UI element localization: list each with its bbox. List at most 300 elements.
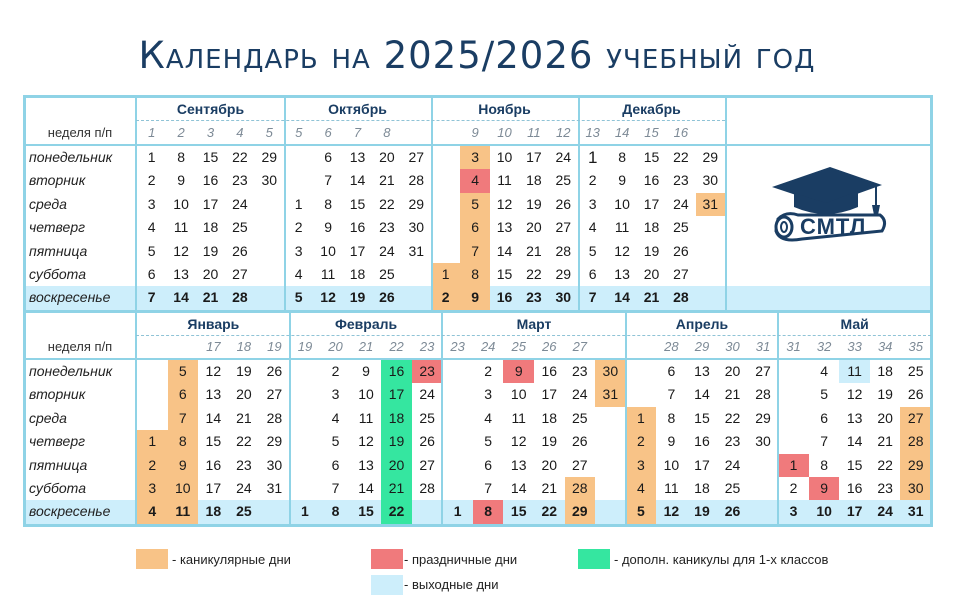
day-cell: 23 xyxy=(232,172,248,189)
day-cell: 25 xyxy=(379,266,395,282)
day-cell: 16 xyxy=(381,360,412,383)
day-cell: 9 xyxy=(324,219,332,236)
day-cell: 2 xyxy=(331,363,340,379)
day-cell: 8 xyxy=(460,263,489,286)
day-cell: 18 xyxy=(202,219,219,236)
day-cell: 14 xyxy=(614,289,630,306)
day-cell: 18 xyxy=(205,503,222,520)
day-cell: 30 xyxy=(900,477,931,500)
day-cell: 28 xyxy=(755,386,771,403)
day-cell: 15 xyxy=(846,456,863,473)
grid-line xyxy=(24,358,931,360)
day-cell: 30 xyxy=(755,433,771,450)
week-number: 21 xyxy=(358,339,374,354)
day-cell: 22 xyxy=(526,266,542,282)
legend-label: - дополн. каникулы для 1-х классов xyxy=(614,552,829,567)
day-cell: 26 xyxy=(232,242,248,259)
day-cell: 16 xyxy=(541,363,558,379)
day-cell: 13 xyxy=(614,266,630,282)
day-cell: 21 xyxy=(877,433,893,450)
grid-line xyxy=(24,310,931,313)
day-cell: 5 xyxy=(588,242,597,259)
day-cell: 19 xyxy=(526,195,542,212)
day-cell: 30 xyxy=(702,172,719,189)
day-cell: 17 xyxy=(349,242,366,259)
day-name: суббота xyxy=(29,266,86,282)
day-cell: 21 xyxy=(526,242,542,259)
day-cell: 11 xyxy=(664,480,679,496)
day-cell: 14 xyxy=(173,289,189,306)
day-cell: 2 xyxy=(431,286,460,309)
day-cell: 16 xyxy=(202,172,219,189)
day-cell: 17 xyxy=(846,503,863,520)
day-cell: 27 xyxy=(900,407,931,430)
day-cell: 19 xyxy=(202,242,219,259)
week-number: 13 xyxy=(585,125,600,140)
day-cell: 20 xyxy=(643,266,660,282)
day-cell: 4 xyxy=(820,363,828,379)
day-cell: 25 xyxy=(232,219,248,236)
day-cell: 7 xyxy=(820,433,828,450)
day-cell: 21 xyxy=(643,289,660,306)
day-cell: 6 xyxy=(667,363,676,379)
day-cell: 26 xyxy=(907,386,924,403)
day-cell: 24 xyxy=(232,195,248,212)
day-cell: 2 xyxy=(626,430,657,453)
day-cell: 17 xyxy=(694,456,710,473)
day-cell: 12 xyxy=(663,503,680,520)
day-cell: 14 xyxy=(349,172,366,189)
week-number: 10 xyxy=(497,125,512,140)
day-cell: 1 xyxy=(587,148,598,167)
week-number: 28 xyxy=(664,339,679,354)
day-cell: 23 xyxy=(724,433,741,450)
day-cell: 8 xyxy=(177,149,185,165)
day-cell: 24 xyxy=(236,480,252,496)
day-cell: 6 xyxy=(324,149,332,165)
day-cell: 11 xyxy=(497,172,512,189)
day-cell: 17 xyxy=(643,195,660,212)
week-number: 5 xyxy=(295,125,303,140)
day-cell: 17 xyxy=(381,383,412,406)
day-cell: 3 xyxy=(331,386,340,403)
month-name: Май xyxy=(840,316,869,332)
week-number: 27 xyxy=(572,339,588,354)
day-cell: 26 xyxy=(555,195,572,212)
day-cell: 17 xyxy=(526,149,542,165)
day-cell: 27 xyxy=(419,456,435,473)
month-name: Март xyxy=(516,316,552,332)
day-cell: 24 xyxy=(724,456,741,473)
day-cell: 10 xyxy=(358,386,374,403)
week-number: 14 xyxy=(614,125,630,140)
dashed-separator xyxy=(136,120,725,121)
week-number: 32 xyxy=(816,339,832,354)
day-cell: 20 xyxy=(379,149,395,165)
week-number: 29 xyxy=(694,339,710,354)
day-cell: 2 xyxy=(789,480,798,496)
day-cell: 3 xyxy=(147,195,156,212)
grid-line xyxy=(289,310,291,526)
day-cell: 9 xyxy=(809,477,840,500)
day-name: вторник xyxy=(29,172,86,189)
day-cell: 23 xyxy=(236,456,252,473)
day-cell: 11 xyxy=(358,409,374,426)
grid-line xyxy=(284,95,286,311)
day-cell: 31 xyxy=(696,193,725,216)
week-number: 16 xyxy=(673,125,689,140)
day-cell: 3 xyxy=(294,242,303,259)
day-cell: 4 xyxy=(294,266,303,282)
month-name: Январь xyxy=(187,316,240,332)
day-cell: 8 xyxy=(667,409,676,426)
week-number: 4 xyxy=(236,125,244,140)
day-cell: 26 xyxy=(724,503,741,520)
day-cell: 8 xyxy=(168,430,199,453)
day-cell: 25 xyxy=(673,219,689,236)
week-label: неделя п/п xyxy=(47,339,113,354)
day-cell: 9 xyxy=(667,433,676,450)
day-cell: 31 xyxy=(595,383,626,406)
day-cell: 10 xyxy=(510,386,527,403)
logo-text: СМТЛ xyxy=(800,214,867,239)
day-cell: 27 xyxy=(555,219,572,236)
day-cell: 28 xyxy=(232,289,248,306)
day-cell: 15 xyxy=(510,503,527,520)
day-cell: 11 xyxy=(614,219,630,236)
day-cell: 10 xyxy=(496,149,513,165)
week-number: 18 xyxy=(236,339,252,354)
day-name: понедельник xyxy=(29,149,113,165)
day-cell: 26 xyxy=(266,363,283,379)
day-cell: 21 xyxy=(202,289,219,306)
day-cell: 1 xyxy=(294,195,303,212)
day-cell: 14 xyxy=(846,433,863,450)
day-cell: 15 xyxy=(694,409,710,426)
day-cell: 22 xyxy=(541,503,558,520)
day-cell: 22 xyxy=(232,149,248,165)
day-cell: 29 xyxy=(702,149,719,165)
day-cell: 27 xyxy=(755,363,771,379)
day-cell: 3 xyxy=(137,477,168,500)
day-name: воскресенье xyxy=(29,503,111,520)
day-cell: 19 xyxy=(877,386,893,403)
week-number: 17 xyxy=(206,339,221,354)
day-cell: 25 xyxy=(236,503,252,520)
day-cell: 10 xyxy=(173,195,189,212)
day-cell: 12 xyxy=(496,195,513,212)
day-cell: 17 xyxy=(202,195,219,212)
day-cell: 13 xyxy=(694,363,710,379)
day-cell: 5 xyxy=(460,193,489,216)
day-cell: 12 xyxy=(846,386,863,403)
day-cell: 18 xyxy=(694,480,710,496)
legend-swatch-weekend xyxy=(371,575,403,595)
day-cell: 18 xyxy=(541,409,558,426)
grid-line xyxy=(725,95,727,311)
day-cell: 7 xyxy=(331,480,340,496)
day-cell: 8 xyxy=(331,503,340,520)
day-cell: 14 xyxy=(496,242,513,259)
grid-line xyxy=(24,144,931,146)
day-cell: 8 xyxy=(324,195,332,212)
day-cell: 18 xyxy=(349,266,366,282)
week-number: 31 xyxy=(755,339,771,354)
day-cell: 9 xyxy=(177,172,185,189)
day-name: понедельник xyxy=(29,363,113,379)
day-cell: 7 xyxy=(147,289,156,306)
day-cell: 4 xyxy=(137,500,168,523)
day-cell: 19 xyxy=(236,363,252,379)
day-cell: 24 xyxy=(877,503,893,520)
day-cell: 24 xyxy=(379,242,395,259)
day-cell: 13 xyxy=(510,456,527,473)
day-cell: 28 xyxy=(266,409,283,426)
day-cell: 27 xyxy=(408,149,425,165)
week-number: 8 xyxy=(383,125,391,140)
day-cell: 9 xyxy=(362,363,370,379)
day-cell: 13 xyxy=(846,409,863,426)
day-cell: 22 xyxy=(877,456,893,473)
day-cell: 12 xyxy=(614,242,630,259)
week-number: 5 xyxy=(265,125,273,140)
day-cell: 21 xyxy=(381,477,412,500)
day-name: пятница xyxy=(29,456,88,473)
week-number: 1 xyxy=(148,125,156,140)
day-cell: 6 xyxy=(588,266,597,282)
day-cell: 12 xyxy=(320,289,336,306)
day-cell: 1 xyxy=(453,503,462,520)
day-cell: 14 xyxy=(358,480,374,496)
day-cell: 5 xyxy=(820,386,828,403)
day-cell: 29 xyxy=(408,195,425,212)
day-cell: 20 xyxy=(202,266,219,282)
day-cell: 28 xyxy=(408,172,425,189)
day-cell: 21 xyxy=(236,409,252,426)
legend-swatch-public-holiday xyxy=(371,549,403,569)
day-cell: 23 xyxy=(877,480,893,496)
week-number: 33 xyxy=(847,339,862,354)
day-cell: 28 xyxy=(565,477,596,500)
week-number: 30 xyxy=(725,339,740,354)
day-cell: 13 xyxy=(358,456,374,473)
day-cell: 3 xyxy=(484,386,493,403)
day-cell: 11 xyxy=(320,266,336,282)
day-cell: 23 xyxy=(572,363,588,379)
day-cell: 29 xyxy=(555,266,572,282)
day-cell: 25 xyxy=(724,480,741,496)
day-cell: 2 xyxy=(147,172,156,189)
day-cell: 10 xyxy=(816,503,832,520)
day-cell: 7 xyxy=(484,480,493,496)
month-name: Сентябрь xyxy=(176,101,245,117)
day-cell: 26 xyxy=(419,433,435,450)
day-cell: 4 xyxy=(588,219,597,236)
day-cell: 26 xyxy=(673,242,689,259)
day-cell: 13 xyxy=(496,219,513,236)
day-cell: 28 xyxy=(900,430,931,453)
day-cell: 8 xyxy=(473,500,504,523)
grid-line xyxy=(625,310,627,526)
day-cell: 5 xyxy=(147,242,156,259)
week-number: 3 xyxy=(206,125,215,140)
dashed-separator xyxy=(136,335,931,336)
day-cell: 9 xyxy=(503,360,534,383)
day-cell: 11 xyxy=(168,500,199,523)
day-cell: 1 xyxy=(626,407,657,430)
day-cell: 26 xyxy=(379,289,395,306)
week-number: 7 xyxy=(353,125,362,140)
day-cell: 20 xyxy=(541,456,558,473)
day-cell: 30 xyxy=(261,172,278,189)
week-number: 2 xyxy=(177,125,185,140)
day-cell: 27 xyxy=(572,456,588,473)
week-number: 12 xyxy=(556,125,571,140)
day-name: вторник xyxy=(29,386,86,403)
legend-swatch-extra-holiday xyxy=(578,549,610,569)
week-number: 26 xyxy=(542,339,557,354)
day-cell: 15 xyxy=(643,149,660,165)
day-cell: 19 xyxy=(541,433,558,450)
day-cell: 30 xyxy=(555,289,572,306)
day-cell: 29 xyxy=(261,149,278,165)
day-cell: 10 xyxy=(663,456,680,473)
day-cell: 3 xyxy=(588,195,597,212)
week-number: 11 xyxy=(527,125,541,140)
day-cell: 8 xyxy=(618,149,626,165)
day-name: среда xyxy=(29,409,67,426)
day-cell: 17 xyxy=(541,386,558,403)
week-number: 15 xyxy=(644,125,659,140)
day-cell: 16 xyxy=(643,172,660,189)
day-cell: 5 xyxy=(484,433,493,450)
day-cell: 26 xyxy=(572,433,588,450)
day-cell: 9 xyxy=(618,172,626,189)
day-name: суббота xyxy=(29,480,86,496)
day-cell: 5 xyxy=(331,433,340,450)
day-cell: 3 xyxy=(626,454,657,477)
week-number: 20 xyxy=(328,339,343,354)
day-name: воскресенье xyxy=(29,289,111,306)
day-cell: 31 xyxy=(907,503,924,520)
day-cell: 2 xyxy=(484,363,493,379)
day-cell: 4 xyxy=(460,169,489,192)
day-cell: 6 xyxy=(820,409,828,426)
day-cell: 24 xyxy=(555,149,572,165)
day-cell: 21 xyxy=(724,386,741,403)
day-cell: 3 xyxy=(789,503,798,520)
day-cell: 16 xyxy=(846,480,863,496)
day-cell: 12 xyxy=(510,433,527,450)
grid-line xyxy=(777,310,779,526)
day-cell: 11 xyxy=(511,409,526,426)
day-cell: 23 xyxy=(526,289,542,306)
day-cell: 2 xyxy=(137,454,168,477)
day-cell: 7 xyxy=(460,240,489,263)
day-cell: 28 xyxy=(673,289,689,306)
day-cell: 22 xyxy=(379,195,395,212)
day-cell: 7 xyxy=(324,172,332,189)
day-cell: 14 xyxy=(205,409,222,426)
legend-label: - праздничные дни xyxy=(404,552,518,567)
week-label: неделя п/п xyxy=(47,125,113,140)
day-cell: 6 xyxy=(484,456,493,473)
day-cell: 8 xyxy=(820,456,828,473)
day-cell: 25 xyxy=(555,172,572,189)
legend-label: - каникулярные дни xyxy=(172,552,291,567)
day-cell: 27 xyxy=(673,266,689,282)
day-cell: 16 xyxy=(205,456,222,473)
day-cell: 25 xyxy=(419,409,435,426)
day-cell: 6 xyxy=(331,456,340,473)
day-cell: 22 xyxy=(673,149,689,165)
day-cell: 29 xyxy=(900,454,931,477)
day-cell: 13 xyxy=(349,149,366,165)
page-title: Календарь на 2025/2026 учебный год xyxy=(138,34,816,77)
day-cell: 23 xyxy=(412,360,443,383)
day-cell: 25 xyxy=(907,363,924,379)
day-cell: 27 xyxy=(266,386,283,403)
week-number: 25 xyxy=(511,339,526,354)
day-cell: 18 xyxy=(381,407,412,430)
day-cell: 23 xyxy=(673,172,689,189)
day-cell: 18 xyxy=(877,363,893,379)
day-cell: 15 xyxy=(205,433,222,450)
week-number: 31 xyxy=(786,339,801,354)
day-cell: 28 xyxy=(555,242,572,259)
day-cell: 5 xyxy=(168,360,199,383)
week-number: 23 xyxy=(450,339,465,354)
grid-line xyxy=(24,524,931,527)
day-cell: 6 xyxy=(147,266,156,282)
day-cell: 20 xyxy=(877,409,893,426)
day-cell: 31 xyxy=(266,480,283,496)
week-number: 6 xyxy=(324,125,332,140)
day-cell: 7 xyxy=(667,386,676,403)
day-cell: 15 xyxy=(358,503,374,520)
day-cell: 19 xyxy=(694,503,710,520)
day-cell: 10 xyxy=(168,477,199,500)
day-cell: 16 xyxy=(349,219,366,236)
day-cell: 22 xyxy=(724,409,741,426)
day-cell: 13 xyxy=(173,266,189,282)
week-number: 22 xyxy=(389,339,404,354)
week-number: 23 xyxy=(419,339,435,354)
legend-swatch-holiday xyxy=(136,549,168,569)
month-name: Февраль xyxy=(334,316,398,332)
day-cell: 6 xyxy=(460,216,489,239)
day-cell: 18 xyxy=(526,172,542,189)
school-logo xyxy=(764,165,890,251)
day-cell: 20 xyxy=(236,386,252,403)
day-cell: 30 xyxy=(266,456,283,473)
day-cell: 4 xyxy=(331,409,340,426)
week-number: 19 xyxy=(267,339,282,354)
day-cell: 16 xyxy=(496,289,513,306)
day-cell: 2 xyxy=(294,219,303,236)
day-cell: 12 xyxy=(358,433,374,450)
day-cell: 20 xyxy=(526,219,542,236)
day-cell: 15 xyxy=(349,195,366,212)
day-cell: 24 xyxy=(572,386,588,403)
day-cell: 25 xyxy=(572,409,588,426)
day-cell: 18 xyxy=(643,219,660,236)
day-cell: 21 xyxy=(541,480,558,496)
day-cell: 5 xyxy=(626,500,657,523)
day-cell: 5 xyxy=(294,289,303,306)
day-cell: 29 xyxy=(565,500,596,523)
day-cell: 11 xyxy=(173,219,189,236)
